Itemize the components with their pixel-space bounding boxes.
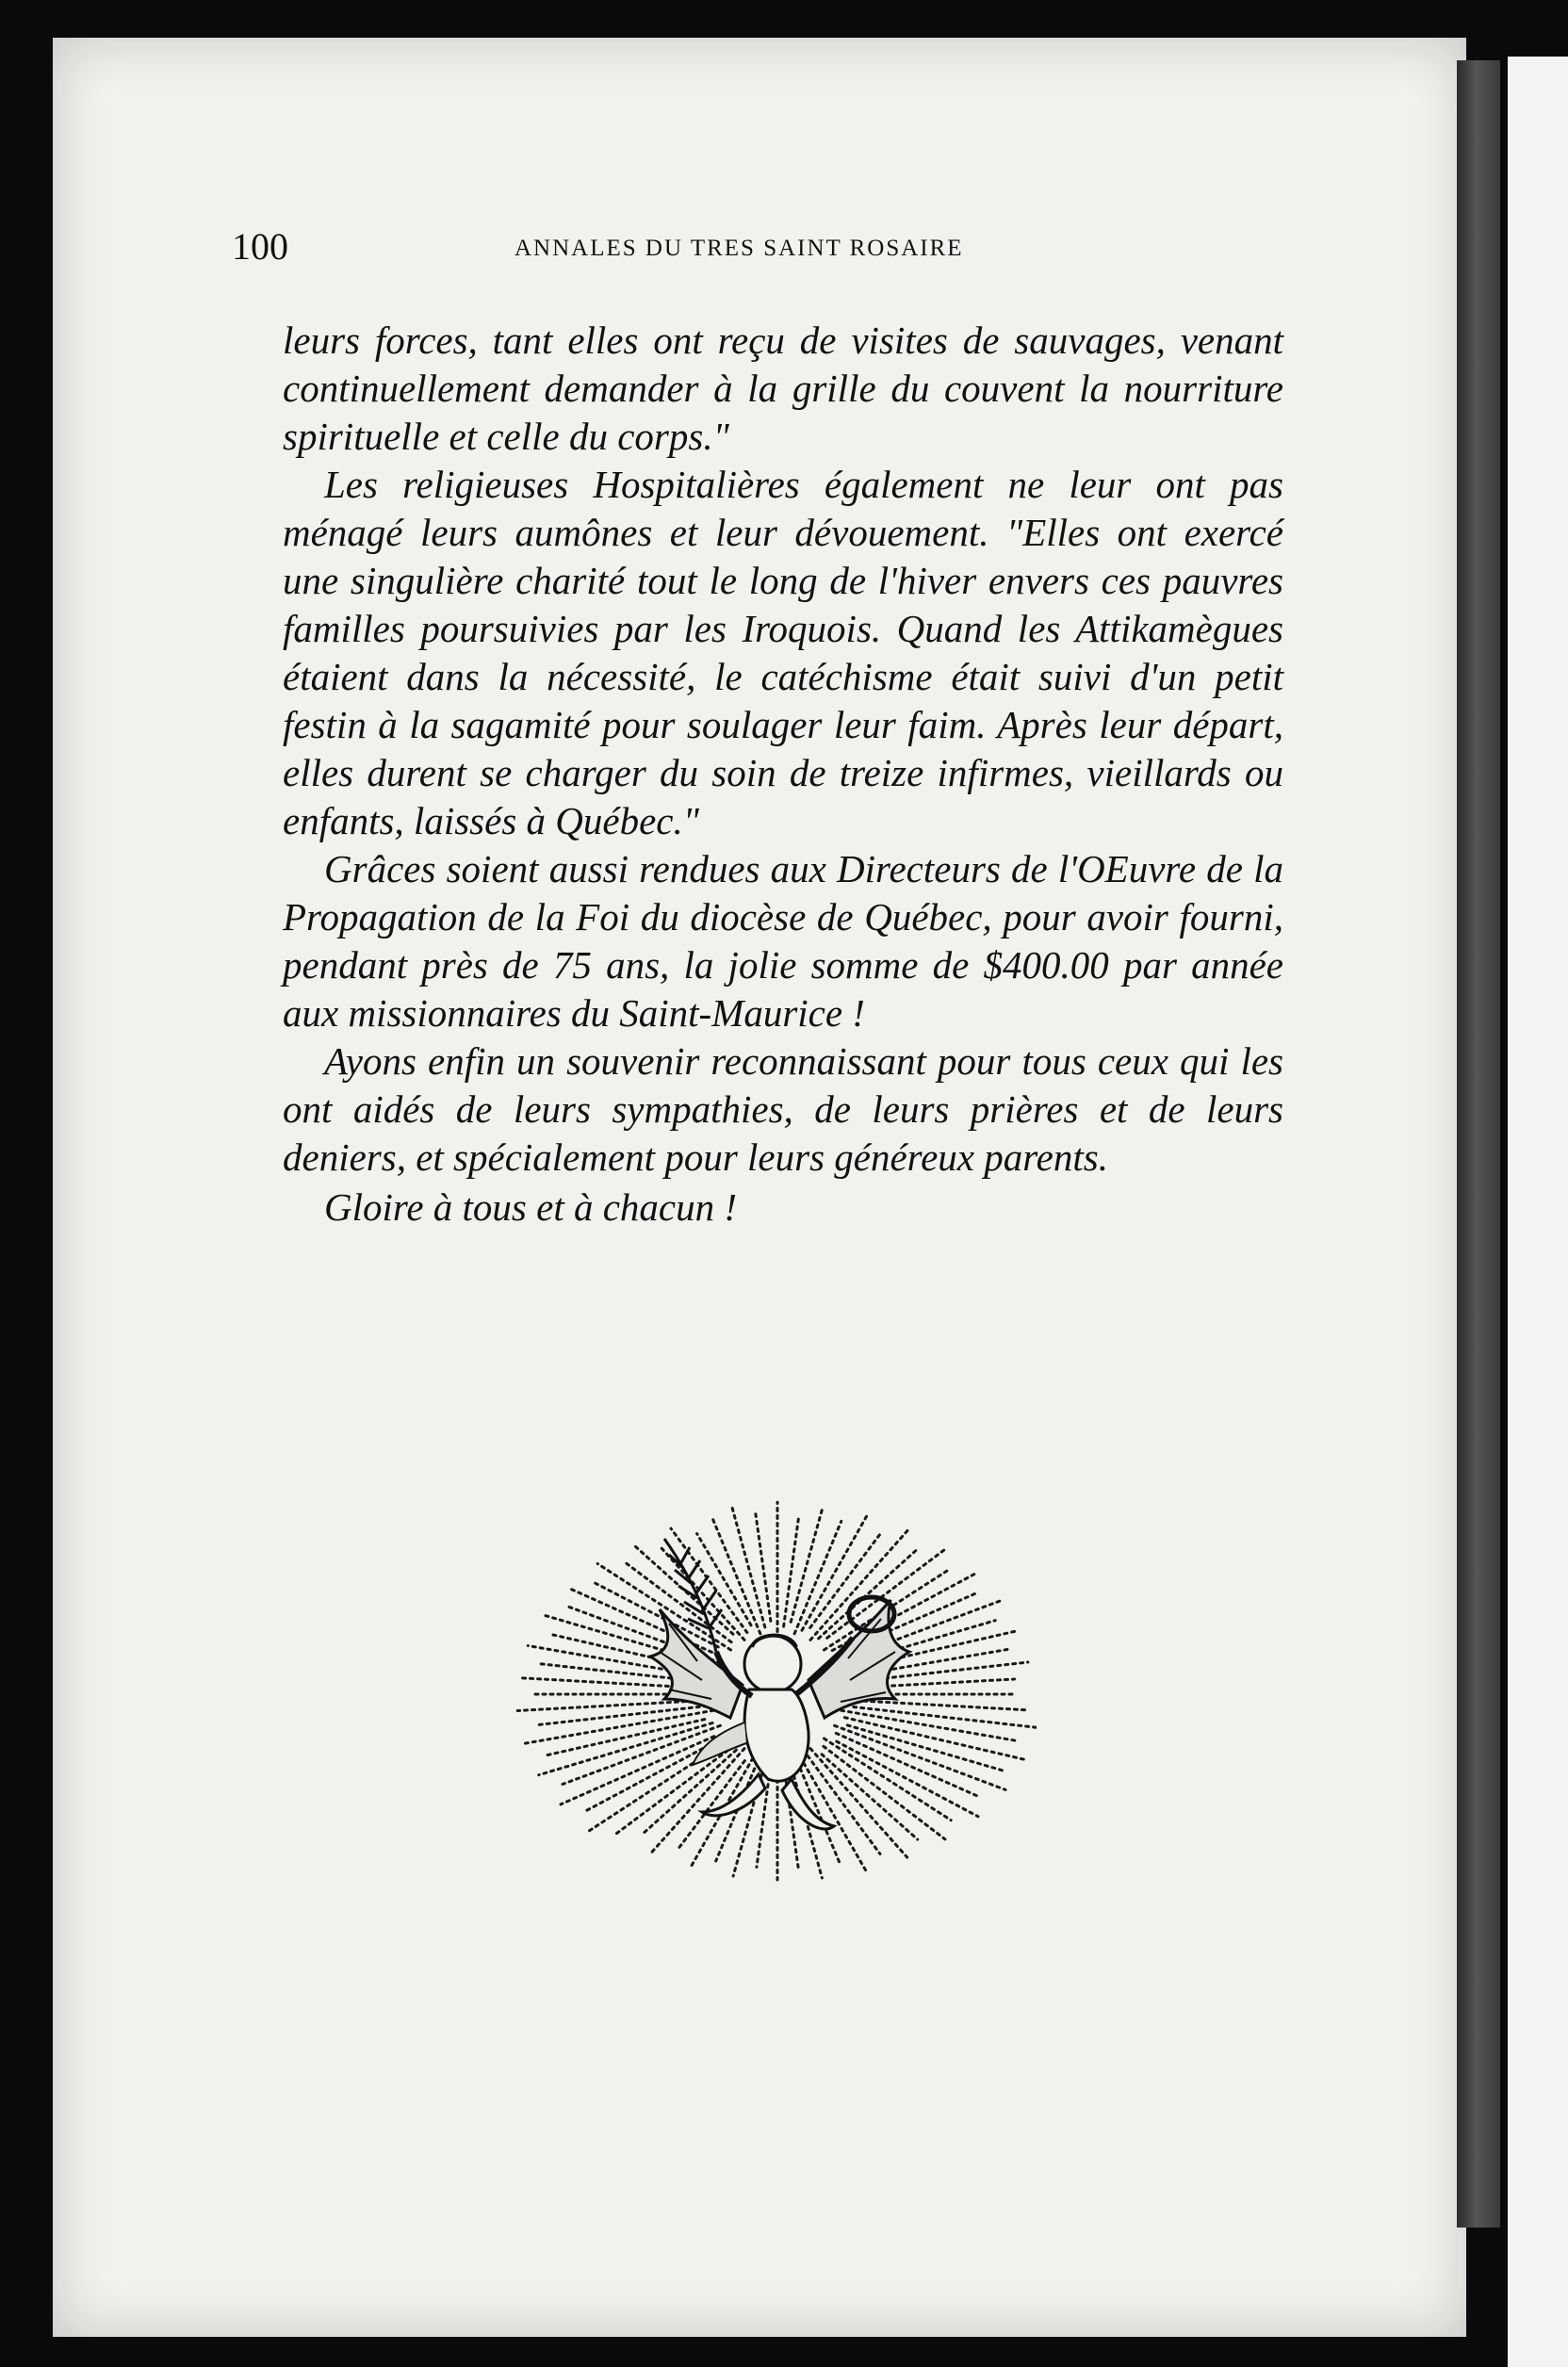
facing-page-edge: [1508, 57, 1568, 2367]
vignette-ray: [671, 1528, 747, 1633]
paragraph: Gloire à tous et à chacun !: [324, 1185, 738, 1229]
vignette-ray: [616, 1751, 727, 1834]
paragraph: Ayons enfin un souvenir reconnaissant pour tous ceux qui les ont aidés de leurs sympathies, de leurs prières et de leurs deniers, et spécialement pour leurs généreux parents.: [283, 1039, 1283, 1179]
vignette-ray: [712, 1519, 760, 1634]
vignette-ray: [810, 1749, 907, 1858]
page-stack-edge: [1457, 60, 1500, 2228]
paragraph: leurs forces, tant elles ont reçu de visites de sauvages, venant continuellement demander à la grille du couvent la nourriture spirituelle et celle du corps.": [283, 318, 1283, 458]
vignette-ray: [595, 1583, 719, 1647]
page-number: 100: [232, 225, 288, 268]
paragraph: Les religieuses Hospitalières également ne leur ont pas ménagé leurs aumônes et leur dévouement. "Elles ont exercé une singulière charité tout le long de l'hiver envers ces pauvres familles poursuivies par les Iroquois. Quand les Attikamègues étaient dans la nécessité, le catéchisme était suivi d'un petit festin à la sagamité pour soulager leur faim. Après leur départ, elles durent se charger du soin de treize infirmes, vieillards ou enfants, laissés à Québec.": [283, 463, 1283, 842]
running-head: ANNALES DU TRES SAINT ROSAIRE: [514, 236, 964, 261]
vignette-ray: [802, 1515, 867, 1630]
vignette-ray: [731, 1504, 765, 1627]
vignette-ray: [825, 1739, 952, 1820]
vignette-ray: [794, 1521, 841, 1633]
vignette-ray: [808, 1755, 880, 1853]
cherub-vignette-icon: [509, 1496, 1037, 1892]
paragraph: Grâces soient aussi rendues aux Directeurs de l'OEuvre de la Propagation de la Foi du diocèse de Québec, pour avoir fourni, pendant près de 75 ans, la jolie somme de $400.00 par année aux missionnaires du Saint-Maurice !: [283, 847, 1283, 1035]
body-text: [283, 317, 1283, 1232]
vignette-ray: [784, 1515, 799, 1627]
page-header: [232, 224, 1174, 281]
